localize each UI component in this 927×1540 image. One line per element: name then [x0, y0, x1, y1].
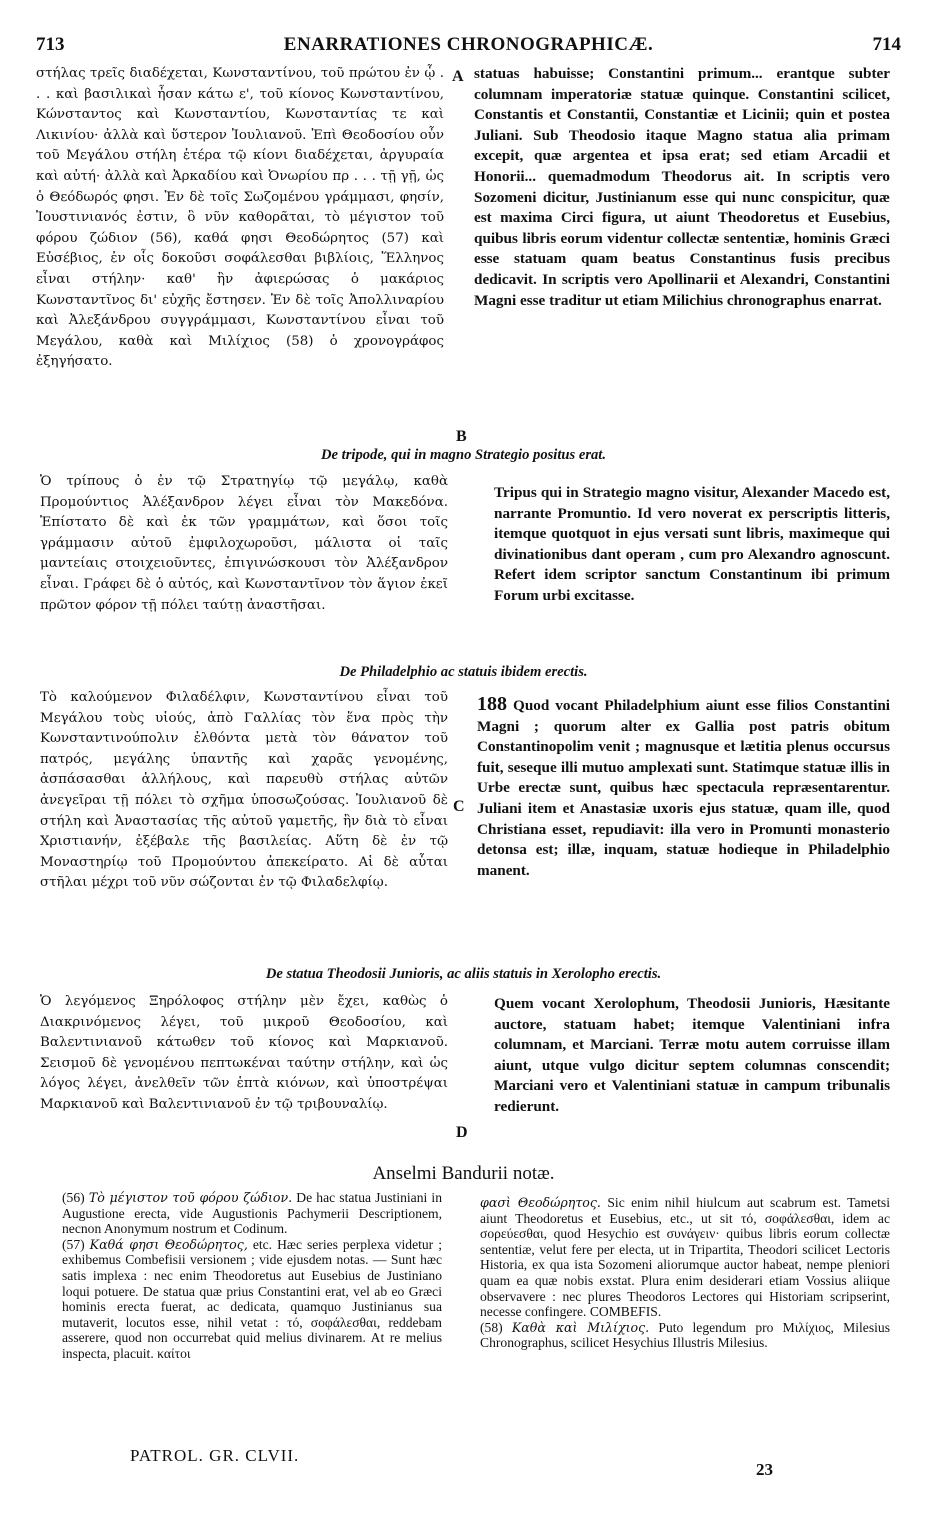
margin-letter-b: B	[456, 428, 467, 445]
note-text: Sic enim nihil hiulcum aut scabrum est. Tametsi aiunt Theodoretus et Eusebius, etc., ut sit τό, σοφάλεσθαι, idem ac σορεύεσθαι, quod Hesychio est συνάγειν· quibus libris eorum collectæ sententiæ, velut fere per electa, ut in Tripartita, Theodori scilicet Lectoris Historia, ex qua ista Sozomeni aliorumque auctor habeat, nempe pleniori quam ea quæ nobis exstat. Plura enim desiderari etiam Vossius aliique observavere : nec plures Theodoros Lectores qui Historiam scripserint, necesse confingere. COMBEFIS.	[480, 1195, 891, 1320]
page-number-right: 714	[872, 34, 901, 55]
note-lemma: Τὸ μέγιστον τοῦ φόρου ζώδιον.	[88, 1190, 293, 1205]
notes-right-column	[480, 1195, 890, 1351]
margin-letter-c: C	[453, 798, 465, 815]
note-lemma: Καθὰ καὶ Μιλίχιος.	[511, 1319, 650, 1335]
latin-text-3: Quod vocant Philadelphium aiunt esse filios Constantini Magni ; quorum alter ex Gallia post patris obitum Constantinopolim venit ; magnusque et lætitia plenus occursus fuit, seseque illi mutuo amplexati sunt. Statimque statuæ illis in Urbe erectæ sunt, quibus hæc spectacula repræsentarentur. Juliani item et Anastasiæ uxoris ejus statuæ, quam ille, quod Christiana esset, repudiavit: illa vero in Promunti monasterio detonsa est; illæ, inquam, statuæ hodieque in Philadelphio manent.	[477, 697, 890, 879]
note-lemma: φασὶ Θεοδώρητος.	[480, 1195, 601, 1210]
section-heading-tripode: De tripode, qui in magno Strategio positus erat.	[320, 447, 607, 463]
latin-column-4: Quem vocant Xerolophum, Theodosii Junioris, Hæsitante auctore, statuam habet; itemque Valentiniani infra columnam, et Marciani. Terræ motu autem corruisse illam aiunt, utque vulgo dicitur septem columnas conscendit; Marciani vero et Valentiniani statuæ in campum tribunalis redierunt.	[494, 995, 890, 1115]
section-heading-philadelphio: De Philadelphio ac statuis ibidem erectis.	[339, 664, 588, 680]
note-number: (58)	[480, 1319, 503, 1335]
latin-column-3	[477, 694, 890, 881]
footer-signature: 23	[756, 1460, 773, 1479]
greek-column-2: Ὁ τρίπους ὁ ἐν τῷ Στρατηγίῳ τῷ μεγάλῳ, καθὰ Προμούντιος Ἀλέξανδρον λέγει εἶναι τὸν Μακεδόνα. Ἐπίστατο δὲ καὶ ἐκ τῶν γραμμάτων, καὶ ὅσοι τοῖς γράμμασιν αὐτοῦ ἐμφιλοχωροῦσι, μάλιστα οἱ ταῖς μαντείαις στοιχειοῦντες, ἐπιγινώσκουσι τὸν Ἀλέξανδρον εἶναι. Γράφει δὲ ὁ αὐτός, καὶ Κωνσταντῖνον τὸν ἅγιον ἐκεῖ πρῶτον φόρον τῇ πόλει ταύτῃ ἀναστῆσαι.	[40, 474, 448, 613]
margin-letter-d: D	[456, 1124, 468, 1141]
note-56	[62, 1190, 442, 1237]
footer-series: PATROL. GR. CLVII.	[130, 1446, 300, 1465]
notes-left-column	[62, 1190, 442, 1362]
note-58	[480, 1320, 890, 1351]
greek-column-4: Ὁ λεγόμενος Ξηρόλοφος στήλην μὲν ἔχει, καθὼς ὁ Διακρινόμενος λέγει, τοῦ μικροῦ Θεοδοσίου, καὶ Βαλεντινιανοῦ κάτωθεν τοῦ κίονος καὶ Μαρκιανοῦ. Σεισμοῦ δὲ γενομένου πεπτωκέναι ταύτην στήλην, καὶ ὡς λόγος λέγει, ἀνελθεῖν τῶν ἑπτὰ κιόνων, καὶ ὑποστρέψαι Μαρκιανοῦ καὶ Βαλεντινιανοῦ ἐν τῷ τριβουναλίῳ.	[40, 994, 448, 1112]
page-number-left: 713	[36, 34, 65, 55]
notes-title: Anselmi Bandurii notæ.	[372, 1163, 555, 1184]
note-number: (56)	[62, 1190, 85, 1205]
latin-column-1: statuas habuisse; Constantini primum... erantque subter columnam imperatoriæ statuæ quinque. Constantini scilicet, Constantis et Constantii, Constantiæ et Licinii; quin et postea Juliani. Sub Theodosio itaque Magno statua alia primam excepit, quæ argentea et ipsa erat; sed etiam Arcadii et Honorii... quemadmodum Theodorus ait. In scriptis vero Sozomeni dicitur, Justinianum esse qui nunc conspicitur, quæ est maxima Circi figura, ut aiunt Theodoretus et Eusebius, quibus libris eorum videntur collectæ sententiæ, hominis Græci esse statuam quam beatus Constantinus fusis precibus dedicavit. In scriptis vero Apollinarii et Alexandri, Constantini Magni esse traditur ut etiam Milichius chronographus enarrat.	[474, 65, 890, 309]
note-text: Puto legendum pro Μιλίχιος, Milesius Chronographus, scilicet Hesychius Illustris Milesius.	[480, 1319, 890, 1351]
margin-letter-a: A	[452, 68, 464, 85]
section-heading-xerolopho: De statua Theodosii Junioris, ac aliis statuis in Xerolopho erectis.	[265, 966, 662, 982]
greek-column-1: στήλας τρεῖς διαδέχεται, Κωνσταντίνου, τοῦ πρώτου ἐν ᾧ . . . καὶ βασιλικαὶ ἦσαν κάτω ε', τοῦ κίονος Κωνσταντίνου, Κώνσταντος καὶ Κωνσταντίου, Κωνσταντίας τε καὶ Λικινίου· ἀλλὰ καὶ ὕστερον Ἰουλιανοῦ. Ἐπὶ Θεοδοσίου οὖν τοῦ Μεγάλου στήλη ἑτέρα τῷ κίονι διαδέχεται, ἀργυραία καὶ αὐτή· ἀλλὰ καὶ Ἀρκαδίου καὶ Ὀνωρίου πρ . . . τῇ γῇ, ὡς ὁ Θεόδωρός φησι. Ἐν δὲ τοῖς Σωζομένου γράμμασι, φησίν, Ἰουστινιανός ἐστιν, ὃ νῦν καθορᾶται, τὸ μέγιστον τοῦ φόρου ζώδιον (56), καθά φησι Θεοδώρητος (57) καὶ Εὐσέβιος, ἐν οἷς δοκοῦσι σοφάλεσθαι βιβλίοις, Ἕλληνος εἶναι στήλην· καθ' ἣν ἀφιερώσας ὁ μακάριος Κωνσταντῖνος δι' εὐχῆς ἔστησεν. Ἐν δὲ τοῖς Ἀπολλιναρίου καὶ Ἀλεξάνδρου συγγράμμασι, Κωνσταντίνου εἶναι τοῦ Μεγάλου, καθὰ καὶ Μιλίχιος (58) ὁ χρονογράφος ἐξηγήσατο.	[36, 66, 444, 370]
note-text: De hac statua Justiniani in Augustione erecta, vide Augustionis Pachymerii Descriptionem, necnon Anonymum nostrum et Codinum.	[62, 1190, 443, 1237]
latin-column-2: Tripus qui in Strategio magno visitur, Alexander Macedo est, narrante Promuntio. Id vero noverat ex perscriptis litteris, itemque quotquot in ejus versati sunt libris, maximeque qui divinationibus dant operam , cum pro Alexandro agnoscunt. Refert idem scriptor sanctum Constantinum ibi primum Forum urbi excitasse.	[494, 484, 890, 604]
note-text: etc. Hæc series perplexa videtur ; exhibemus Combefisii versionem ; vide ejusdem notas. — Sunt hæc satis implexa : nec enim Theodoretus aut Eusebius de Justiniano loqui potuere. De statua quæ prius Constantini erat, vel ab eo Græci hominis erecta fuerat, ac dedicata, quamquo Justinianus sua mutaverit, locutos esse, nihil vetat : τό, σοφάλεσθαι, reddebam asserere, quod non occurrebat quid melius divinarem. At re melius inspecta, placuit. καίτοι	[62, 1236, 442, 1361]
page-header	[36, 34, 901, 56]
note-number: (57)	[62, 1236, 85, 1252]
note-lemma: Καθά φησι Θεοδώρητος,	[89, 1236, 248, 1252]
note-57-continued	[480, 1195, 890, 1320]
section-number: 188	[477, 693, 507, 715]
greek-column-3: Τὸ καλούμενον Φιλαδέλφιν, Κωνσταντίνου εἶναι τοῦ Μεγάλου τοὺς υἱούς, ἀπὸ Γαλλίας τὸν ἕνα πρὸς τὴν Κωνσταντινούπολιν ἐλθόντα μετὰ τὸν θάνατον τοῦ πατρός, μεγάλης ὑπαντῆς καὶ χαρᾶς γενομένης, ἀσπάσασθαι ἀλλήλους, καὶ παρευθὺ στήλας αὐτῶν ἀνεγεῖραι τῇ πόλει τὸ σχῆμα ὑποσωζούσας. Ἰουλιανοῦ δὲ στήλη καὶ Ἀναστασίας τῆς αὐτοῦ γαμετῆς, ἣν διὰ τὸ εἶναι Χριστιανήν, ἐξέβαλε τῆς βασιλείας. Αὕτη δὲ ἐν τῷ Μοναστηρίῳ τοῦ Προμούντου ἀπεκείρατο. Αἱ δὲ αὗται στῆλαι μέχρι τοῦ νῦν σώζονται ἐν τῷ Φιλαδελφίῳ.	[40, 690, 448, 891]
running-title: ENARRATIONES CHRONOGRAPHICÆ.	[283, 34, 654, 55]
note-57	[62, 1237, 442, 1362]
